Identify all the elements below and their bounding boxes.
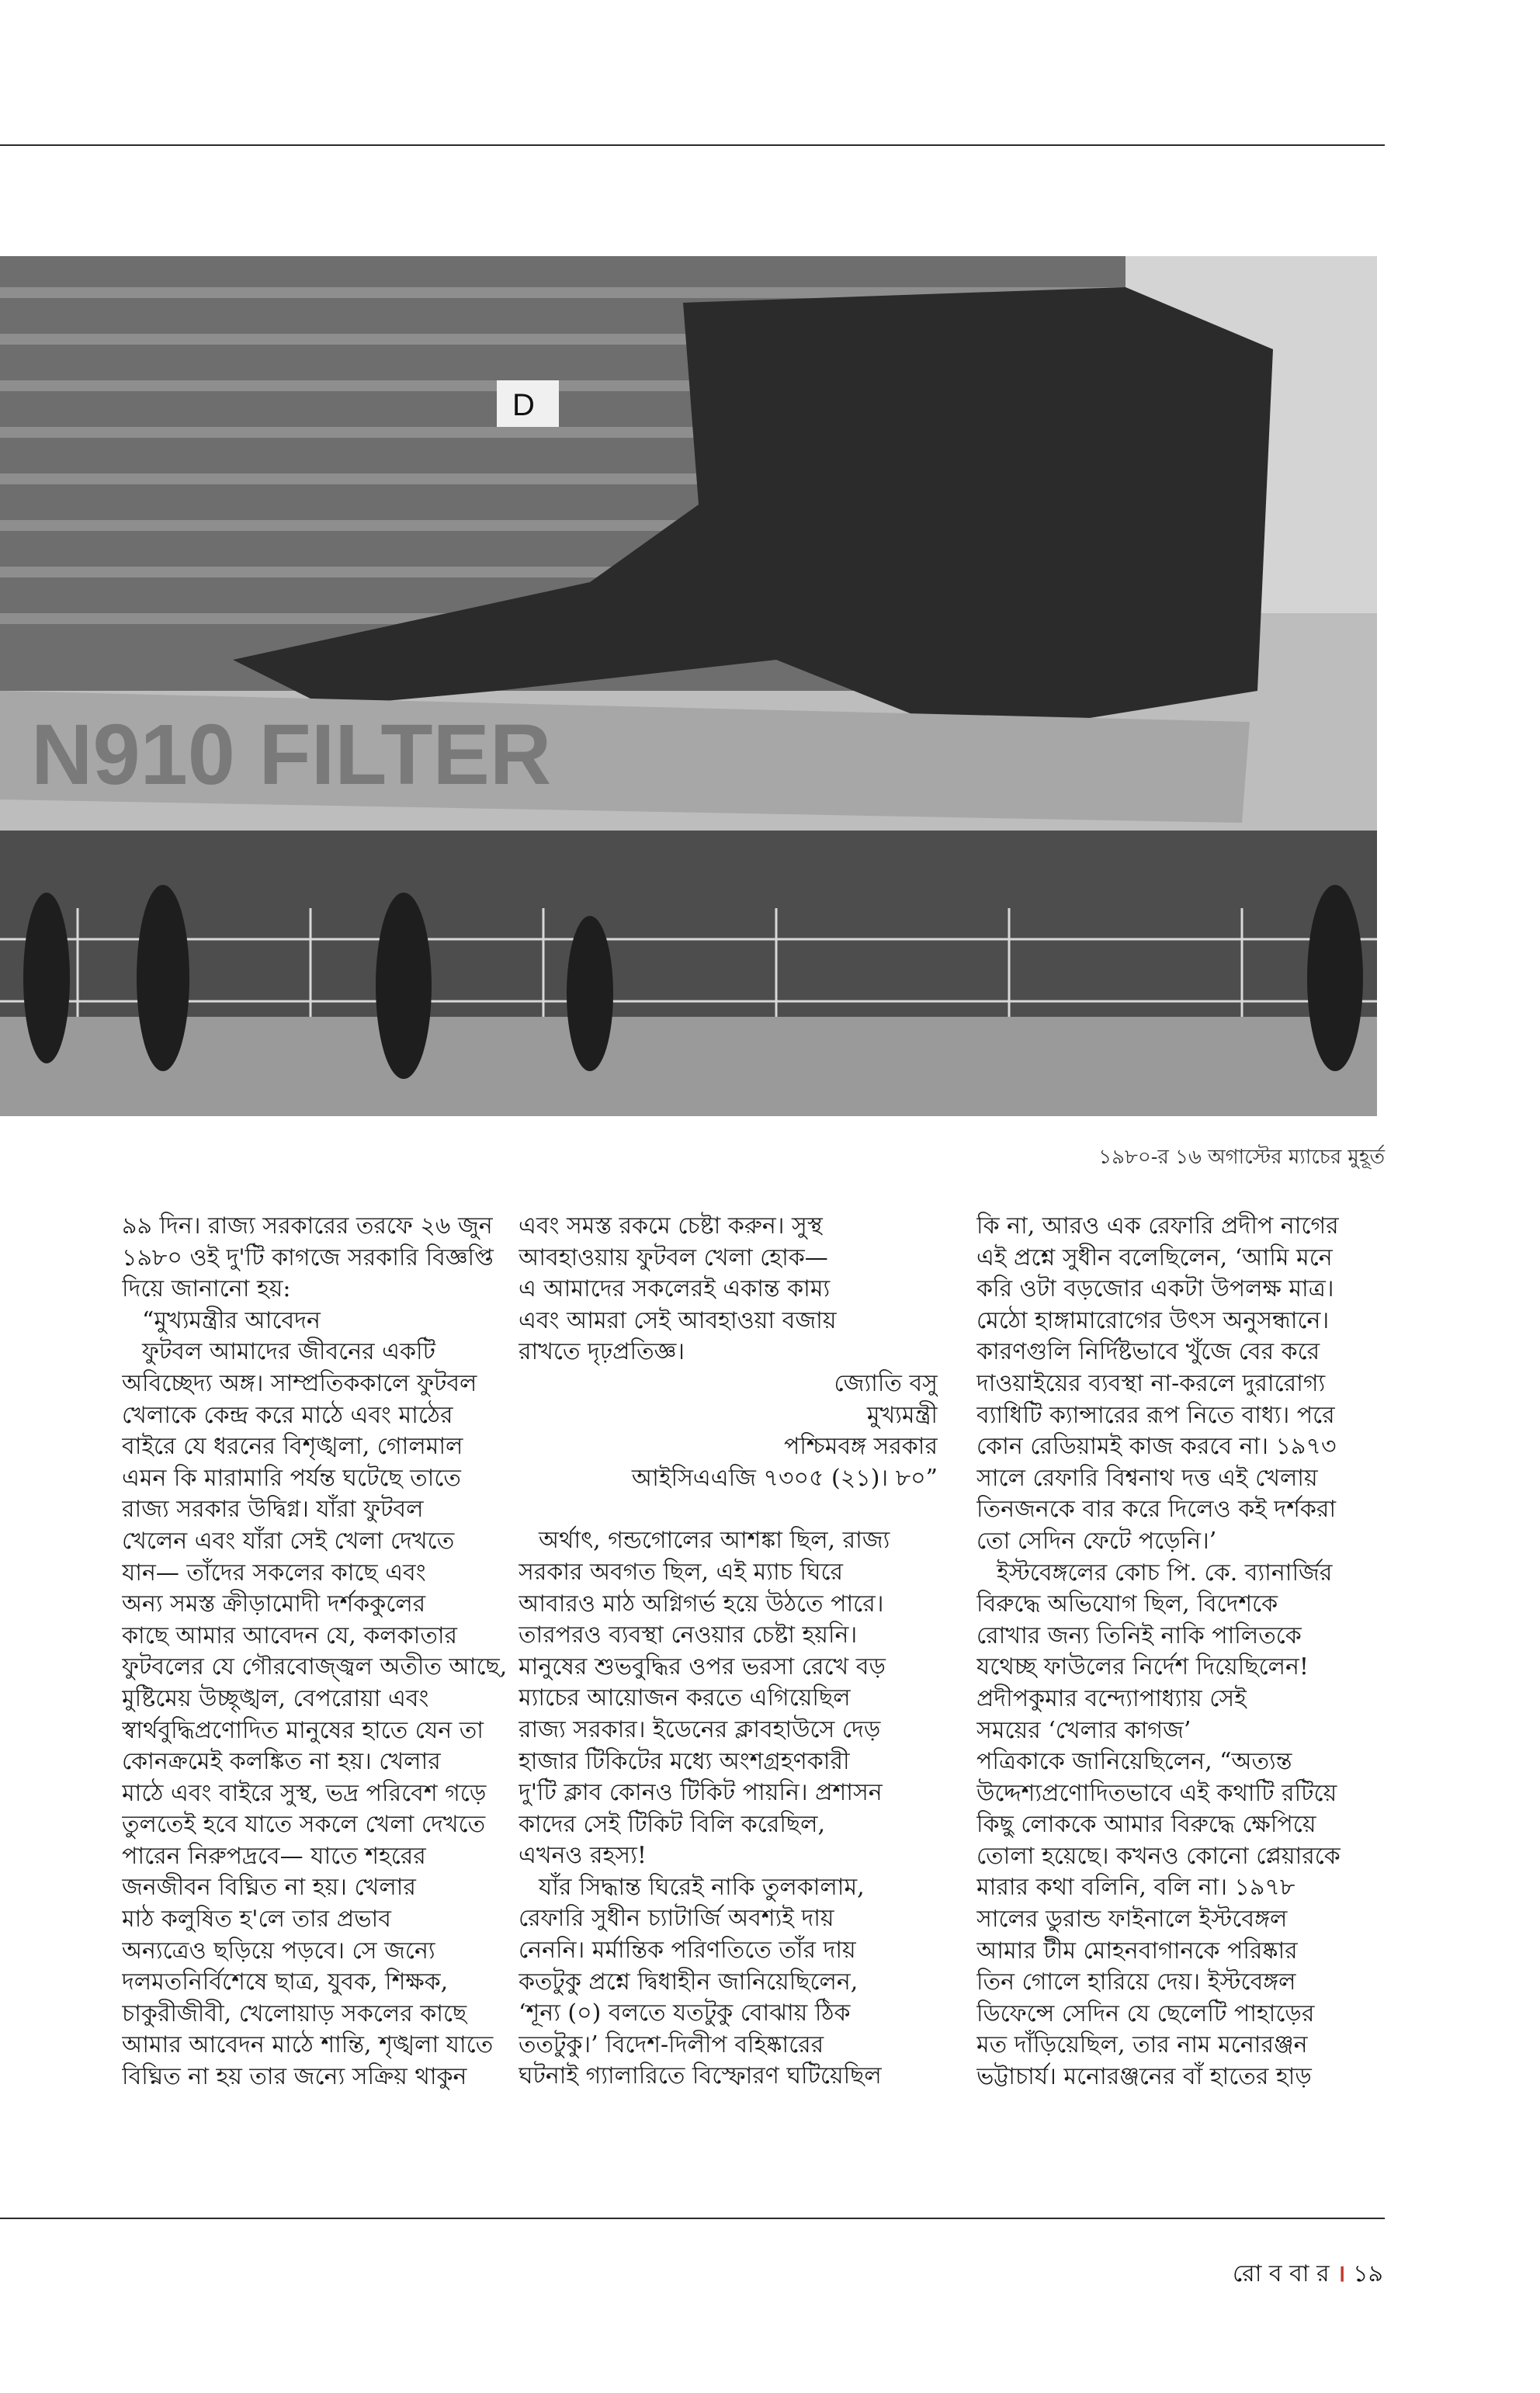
stand-sign: D — [512, 388, 535, 422]
article-column-3 — [976, 1211, 1388, 2197]
col3-line: তো সেদিন ফেটে পড়েনি।’ — [976, 1527, 1217, 1555]
col1-line: কাছে আমার আবেদন যে, কলকাতার — [122, 1621, 458, 1649]
col1-line: চাকুরীজীবী, খেলোয়াড় সকলের কাছে — [122, 1999, 467, 2027]
col2-line: যাঁর সিদ্ধান্ত ঘিরেই নাকি তুলকালাম, — [539, 1873, 865, 1901]
col2-line: অর্থাৎ, গন্ডগোলের আশঙ্কা ছিল, রাজ্য — [539, 1527, 890, 1555]
col3-line: যথেচ্ছ ফাউলের নির্দেশ দিয়েছিলেন! — [976, 1653, 1309, 1681]
col3-line: রোখার জন্য তিনিই নাকি পালিতকে — [976, 1621, 1302, 1649]
col1-line: আমার আবেদন মাঠে শান্তি, শৃঙ্খলা যাতে — [122, 2031, 494, 2059]
col1-line: রাজ্য সরকার উদ্বিগ্ন। যাঁরা ফুটবল — [122, 1496, 424, 1524]
col1-line: অন্য সমস্ত ক্রীড়ামোদী দর্শককুলের — [122, 1590, 426, 1618]
col2-line: নেননি। মর্মান্তিক পরিণতিতে তাঁর দায় — [519, 1937, 856, 1965]
col2-line: কতটুকু প্রশ্নে দ্বিধাহীন জানিয়েছিলেন, — [519, 1968, 858, 1996]
article-column-2 — [519, 1211, 938, 2197]
col3-line: পত্রিকাকে জানিয়েছিলেন, “অত্যন্ত — [976, 1748, 1292, 1776]
col1-line: স্বার্থবুদ্ধিপ্রণোদিত মানুষের হাতে যেন তা — [122, 1716, 484, 1744]
col3-line: সময়ের ‘খেলার কাগজ’ — [976, 1716, 1191, 1744]
col1-line: ফুটবল আমাদের জীবনের একটি — [142, 1338, 435, 1366]
signature-name: জ্যোতি বসু — [834, 1369, 938, 1397]
col1-line: অন্যত্রেও ছড়িয়ে পড়বে। সে জন্যে — [122, 1937, 435, 1965]
col2-line: এ আমাদের সকলেরই একান্ত কাম্য — [519, 1275, 831, 1303]
col3-line: তিন গোলে হারিয়ে দেয়। ইস্টবেঙ্গল — [976, 1968, 1296, 1996]
col2-line: রাজ্য সরকার। ইডেনের ক্লাবহাউসে দেড় — [519, 1715, 881, 1743]
col1-line: মাঠ কলুষিত হ'লে তার প্রভাব — [122, 1906, 391, 1933]
col3-line: সালের ডুরান্ড ফাইনালে ইস্টবেঙ্গল — [976, 1906, 1288, 1933]
col3-line: বিরুদ্ধে অভিযোগ ছিল, বিদেশকে — [976, 1590, 1278, 1618]
signature-office: পশ্চিমবঙ্গ সরকার — [783, 1433, 938, 1461]
col3-line: সালে রেফারি বিশ্বনাথ দত্ত এই খেলায় — [976, 1464, 1318, 1492]
col2-line: এবং আমরা সেই আবহাওয়া বজায় — [519, 1306, 837, 1334]
col3-line: কারণগুলি নির্দিষ্টভাবে খুঁজে বের করে — [976, 1338, 1320, 1366]
col3-line: ব্যাধিটি ক্যান্সারের রূপ নিতে বাধ্য। পরে — [976, 1401, 1335, 1429]
col2-line: আবারও মাঠ অগ্নিগর্ভ হয়ে উঠতে পারে। — [519, 1590, 884, 1618]
col1-line: ৯৯ দিন। রাজ্য সরকারের তরফে ২৬ জুন — [122, 1212, 493, 1240]
col3-line: করি ওটা বড়জোর একটা উপলক্ষ মাত্র। — [976, 1275, 1334, 1303]
page-footer — [1233, 2255, 1383, 2294]
signature-title: মুখ্যমন্ত্রী — [866, 1401, 938, 1429]
top-rule — [0, 144, 1385, 146]
photo-field — [0, 1017, 1377, 1116]
player-5 — [1307, 885, 1363, 1071]
col1-line: “মুখ্যমন্ত্রীর আবেদন — [142, 1306, 321, 1334]
col1-line: বাইরে যে ধরনের বিশৃঙ্খলা, গোলমাল — [122, 1433, 463, 1461]
col2-line: দু'টি ক্লাব কোনও টিকিট পায়নি। প্রশাসন — [519, 1779, 883, 1807]
col1-line: বিঘ্নিত না হয় তার জন্যে সক্রিয় থাকুন — [122, 2063, 467, 2091]
col2-line: কাদের সেই টিকিট বিলি করেছিল, — [519, 1810, 826, 1838]
player-3 — [376, 893, 432, 1079]
col2-line: এখনও রহস্য! — [519, 1842, 647, 1870]
col1-line: কোনক্রমেই কলঙ্কিত না হয়। খেলার — [122, 1748, 441, 1776]
stadium-photo — [0, 256, 1377, 1116]
col2-line: রেফারি সুধীন চ্যাটার্জি অবশ্যই দায় — [519, 1905, 834, 1933]
col2-line: তারপরও ব্যবস্থা নেওয়ার চেষ্টা হয়নি। — [519, 1621, 858, 1649]
col3-line: কিছু লোককে আমার বিরুদ্ধে ক্ষেপিয়ে — [976, 1811, 1316, 1839]
col1-line: পারেন নিরুপদ্রবে— যাতে শহরের — [122, 1842, 426, 1870]
spectator-fence — [0, 831, 1377, 1017]
col1-line: তুলতেই হবে যাতে সকলে খেলা দেখতে — [122, 1811, 486, 1839]
bottom-rule — [0, 2218, 1385, 2219]
col1-line: ১৯৮০ ওই দু'টি কাগজে সরকারি বিজ্ঞপ্তি — [122, 1243, 494, 1271]
col3-line: ভট্টাচার্য। মনোরঞ্জনের বাঁ হাতের হাড় — [976, 2063, 1312, 2091]
col1-line: এমন কি মারামারি পর্যন্ত ঘটেছে তাতে — [122, 1464, 461, 1492]
col1-line: মুষ্টিমেয় উচ্ছৃঙ্খল, বেপরোয়া এবং — [122, 1684, 429, 1712]
col2-line: এবং সমস্ত রকমে চেষ্টা করুন। সুস্থ — [519, 1212, 823, 1240]
player-1 — [23, 893, 70, 1063]
col1-line: দলমতনির্বিশেষে ছাত্র, যুবক, শিক্ষক, — [122, 1968, 449, 1996]
col3-line: প্রদীপকুমার বন্দ্যোপাধ্যায় সেই — [976, 1684, 1247, 1712]
col3-line: মেঠো হাঙ্গামারোগের উৎস অনুসন্ধানে। — [976, 1306, 1330, 1334]
col3-line: ডিফেন্সে সেদিন যে ছেলেটি পাহাড়ের — [976, 1999, 1315, 2027]
col2-line: আবহাওয়ায় ফুটবল খেলা হোক— — [519, 1243, 828, 1271]
col1-line: খেলেন এবং যাঁরা সেই খেলা দেখতে — [122, 1527, 455, 1555]
col3-line: তিনজনকে বার করে দিলেও কই দর্শকরা — [976, 1496, 1337, 1524]
col1-line: জনজীবন বিঘ্নিত না হয়। খেলার — [122, 1874, 416, 1902]
col1-line: মাঠে এবং বাইরে সুস্থ, ভদ্র পরিবেশ গড়ে — [122, 1779, 487, 1807]
paragraph-gap — [519, 1494, 938, 1525]
photo-caption: ১৯৮০-র ১৬ অগাস্টের ম্যাচের মুহূর্ত — [1098, 1146, 1385, 1169]
col1-line: দিয়ে জানানো হয়: — [122, 1275, 291, 1303]
col2-line: হাজার টিকিটের মধ্যে অংশগ্রহণকারী — [519, 1747, 850, 1775]
page-number: ১৯ — [1353, 2260, 1383, 2287]
col1-line: খেলাকে কেন্দ্র করে মাঠে এবং মাঠের — [122, 1401, 453, 1429]
col3-line: মারার কথা বলিনি, বলি না। ১৯৭৮ — [976, 1874, 1295, 1902]
col2-line: ততটুকু।’ বিদেশ-দিলীপ বহিষ্কারের — [519, 2031, 824, 2058]
col2-line: ঘটনাই গ্যালারিতে বিস্ফোরণ ঘটিয়েছিল — [519, 2062, 882, 2090]
col1-line: ফুটবলের যে গৌরবোজ্জ্বল অতীত আছে, — [122, 1653, 508, 1681]
col3-line: কোন রেডিয়ামই কাজ করবে না। ১৯৭৩ — [976, 1433, 1337, 1461]
col3-line: তোলা হয়েছে। কখনও কোনো প্লেয়ারকে — [976, 1842, 1341, 1870]
signature-ref: আইসিএএজি ৭৩০৫ (২১)। ৮০” — [631, 1464, 938, 1492]
col2-line: সরকার অবগত ছিল, এই ম্যাচ ঘিরে — [519, 1558, 844, 1586]
col3-line: আমার টীম মোহনবাগানকে পরিষ্কার — [976, 1937, 1298, 1965]
col3-line: মত দাঁড়িয়েছিল, তার নাম মনোরঞ্জন — [976, 2031, 1308, 2059]
col1-line: যান— তাঁদের সকলের কাছে এবং — [122, 1559, 426, 1587]
col2-line: মানুষের শুভবুদ্ধির ওপর ভরসা রেখে বড় — [519, 1653, 886, 1680]
col3-line: এই প্রশ্নে সুধীন বলেছিলেন, ‘আমি মনে — [976, 1243, 1333, 1271]
col3-line: দাওয়াইয়ের ব্যবস্থা না-করলে দুরারোগ্য — [976, 1369, 1326, 1397]
col3-line: ইস্টবেঙ্গলের কোচ পি. কে. ব্যানার্জির — [997, 1559, 1333, 1587]
col3-line: কি না, আরও এক রেফারি প্রদীপ নাগের — [976, 1212, 1339, 1240]
player-4 — [567, 916, 613, 1071]
player-2 — [137, 885, 189, 1071]
col2-line: ‘শূন্য (০) বলতে যতটুকু বোঝায় ঠিক — [519, 1999, 851, 2027]
col2-line: রাখতে দৃঢ়প্রতিজ্ঞ। — [519, 1338, 685, 1366]
publication-name: রো ব বা র — [1233, 2260, 1330, 2287]
col2-line: ম্যাচের আয়োজন করতে এগিয়েছিল — [519, 1684, 851, 1712]
col3-line: উদ্দেশ্যপ্রণোদিতভাবে এই কথাটি রটিয়ে — [976, 1779, 1337, 1807]
advert-banner: N910 FILTER — [31, 707, 552, 803]
col1-line: অবিচ্ছেদ্য অঙ্গ। সাম্প্রতিককালে ফুটবল — [122, 1369, 477, 1397]
article-column-1 — [122, 1211, 510, 2197]
footer-separator: । — [1337, 2260, 1346, 2287]
